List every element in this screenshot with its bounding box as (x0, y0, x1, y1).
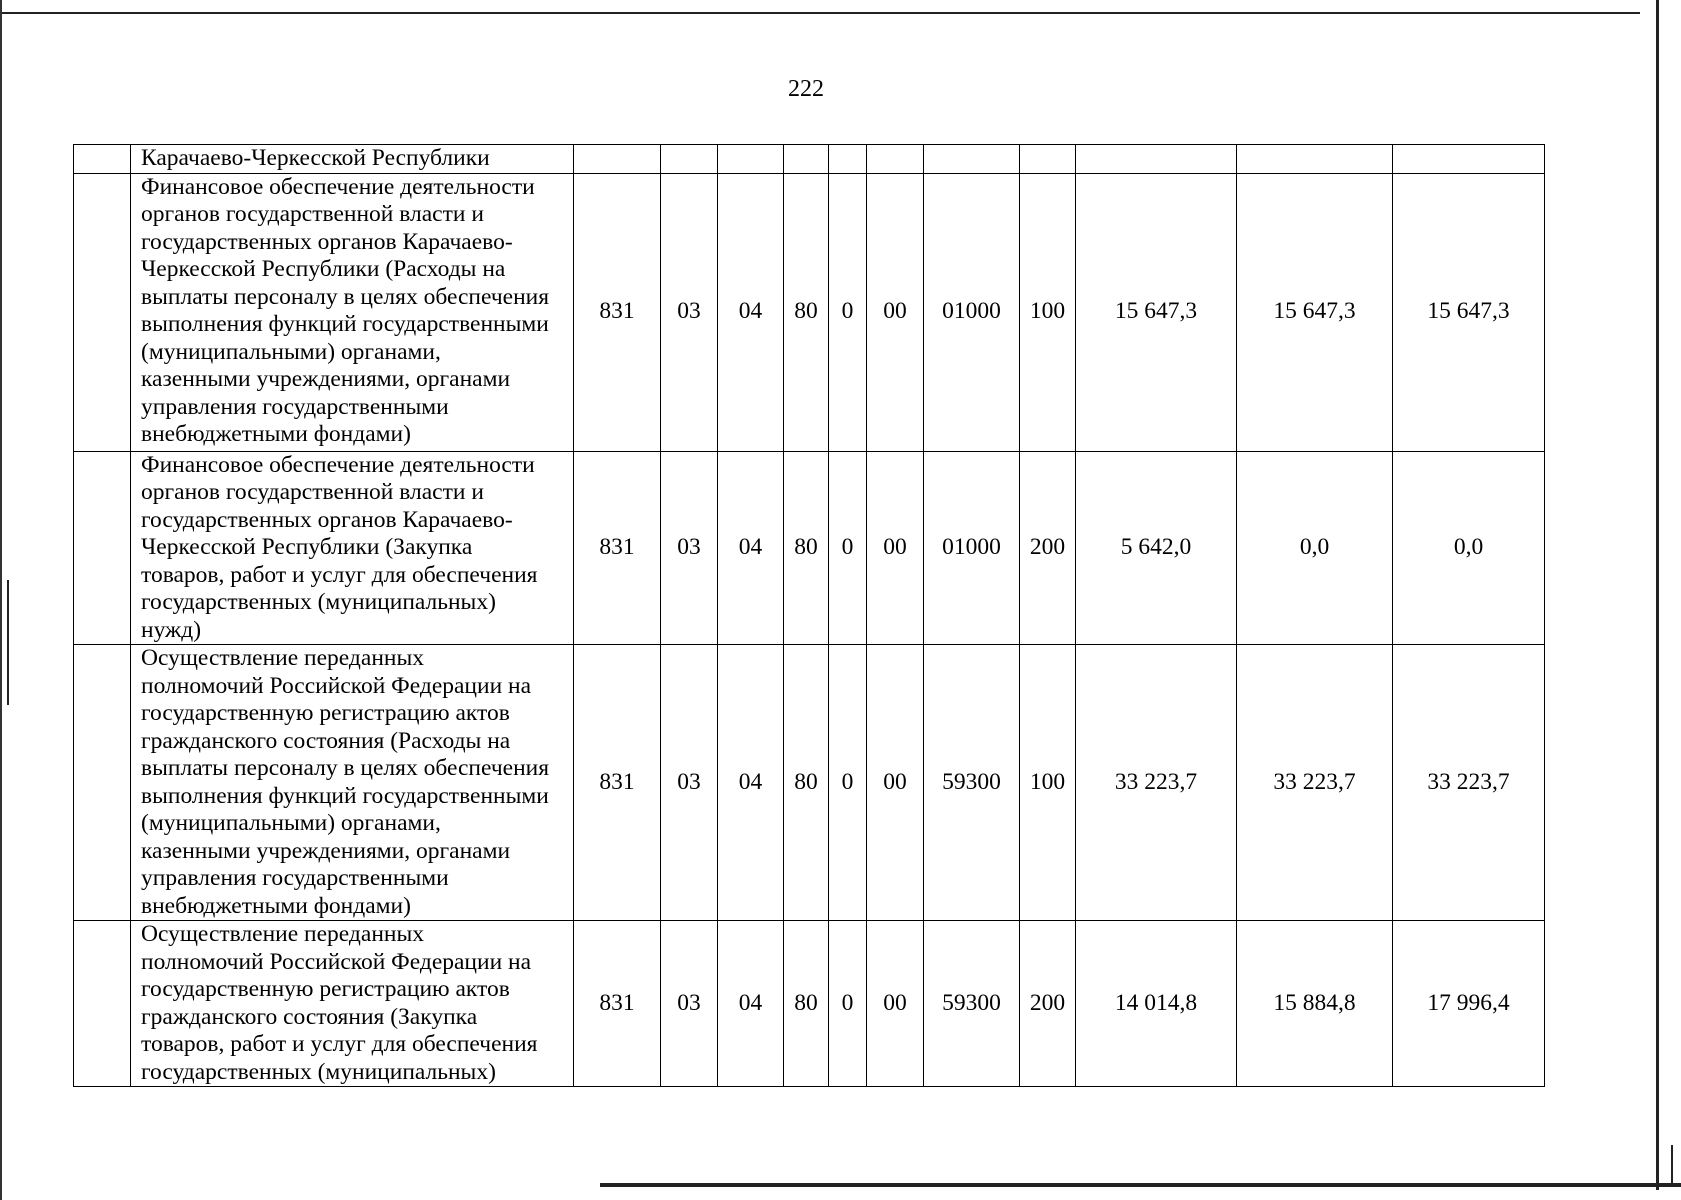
table-cell-index (74, 145, 131, 174)
table-cell-gr: 831 (574, 921, 661, 1087)
table-cell-csr-event: 00 (867, 921, 924, 1087)
table-cell-csr-program: 80 (784, 921, 829, 1087)
table-row (74, 451, 1545, 645)
scan-border-top (0, 12, 1640, 14)
table-cell-csr-program: 80 (784, 173, 829, 451)
table-cell-pr: 04 (718, 921, 784, 1087)
scan-border-left (0, 0, 2, 1200)
table-cell-csr-event: 00 (867, 173, 924, 451)
table-cell-pr: 04 (718, 451, 784, 645)
table-cell-sum-year1: 33 223,7 (1076, 645, 1237, 921)
table-cell-rz: 03 (661, 173, 718, 451)
table-cell-vr: 200 (1020, 921, 1076, 1087)
scan-border-bottom (600, 1183, 1681, 1187)
table-cell-csr-program: 80 (784, 645, 829, 921)
table-cell-index (74, 645, 131, 921)
table-cell-sum-year2: 33 223,7 (1237, 645, 1393, 921)
table-cell-vr: 100 (1020, 173, 1076, 451)
table-cell-sum-year1: 15 647,3 (1076, 173, 1237, 451)
table-cell-sum-year2: 0,0 (1237, 451, 1393, 645)
table-cell-csr-event: 00 (867, 451, 924, 645)
table-cell-csr-subprogram: 0 (829, 451, 867, 645)
table-cell-csr-direction: 59300 (924, 645, 1020, 921)
table-cell-gr: 831 (574, 645, 661, 921)
table-cell-gr: 831 (574, 451, 661, 645)
table-cell-rz: 03 (661, 451, 718, 645)
table-cell-sum-year1: 14 014,8 (1076, 921, 1237, 1087)
table-row (74, 145, 1545, 174)
table-cell-csr-direction: 59300 (924, 921, 1020, 1087)
scan-mark-right (1671, 1145, 1673, 1185)
table-cell-description: Осуществление переданных полномочий Российской Федерации на государственную регистрацию актов гражданского состояния (Расходы на выплаты персоналу в целях обеспечения выполнения функций государственными (муниципальными) органами, казенными учреждениями, органами управления государственными внебюджетными фондами) (131, 645, 574, 921)
table-cell-pr: 04 (718, 645, 784, 921)
table-cell-sum-year3: 0,0 (1393, 451, 1545, 645)
table-cell-pr: 04 (718, 173, 784, 451)
table-cell-sum-year3: 33 223,7 (1393, 645, 1545, 921)
table-row (74, 921, 1545, 1087)
table-cell-csr-program: 80 (784, 451, 829, 645)
table-cell-rz: 03 (661, 645, 718, 921)
table-cell-description: Финансовое обеспечение деятельности органов государственной власти и государственных органов Карачаево- Черкесской Республики (Закупка товаров, работ и услуг для обеспечения государственных (муниципальных) нужд) (131, 451, 574, 645)
table-cell-rz: 03 (661, 921, 718, 1087)
table-cell-csr-subprogram: 0 (829, 173, 867, 451)
table-cell-description: Финансовое обеспечение деятельности органов государственной власти и государственных органов Карачаево- Черкесской Республики (Расходы на выплаты персоналу в целях обеспечения выполнения функций государственными (муниципальными) органами, казенными учреждениями, органами управления государственными внебюджетными фондами) (131, 173, 574, 451)
table-cell-csr-subprogram: 0 (829, 921, 867, 1087)
table-cell-gr: 831 (574, 173, 661, 451)
page-number: 222 (788, 76, 824, 102)
table-cell-sum-year2: 15 884,8 (1237, 921, 1393, 1087)
table-cell-index (74, 451, 131, 645)
scan-border-right (1656, 0, 1659, 1190)
table-cell-description: Осуществление переданных полномочий Российской Федерации на государственную регистрацию актов гражданского состояния (Закупка товаров, работ и услуг для обеспечения государственных (муниципальных) (131, 921, 574, 1087)
table-cell-description: Карачаево-Черкесской Республики (131, 145, 574, 174)
budget-table (73, 144, 1545, 1087)
table-cell-index (74, 173, 131, 451)
table-cell-sum-year1: 5 642,0 (1076, 451, 1237, 645)
table-cell-vr: 200 (1020, 451, 1076, 645)
table-cell-sum-year3: 17 996,4 (1393, 921, 1545, 1087)
table-cell-csr-direction: 01000 (924, 451, 1020, 645)
scan-mark-left (7, 580, 9, 705)
table-cell-csr-subprogram: 0 (829, 645, 867, 921)
table-row (74, 173, 1545, 451)
table-cell-vr: 100 (1020, 645, 1076, 921)
table-cell-sum-year2: 15 647,3 (1237, 173, 1393, 451)
table-cell-csr-event: 00 (867, 645, 924, 921)
table-cell-index (74, 921, 131, 1087)
table-row (74, 645, 1545, 921)
table-cell-sum-year3: 15 647,3 (1393, 173, 1545, 451)
table-cell-csr-direction: 01000 (924, 173, 1020, 451)
